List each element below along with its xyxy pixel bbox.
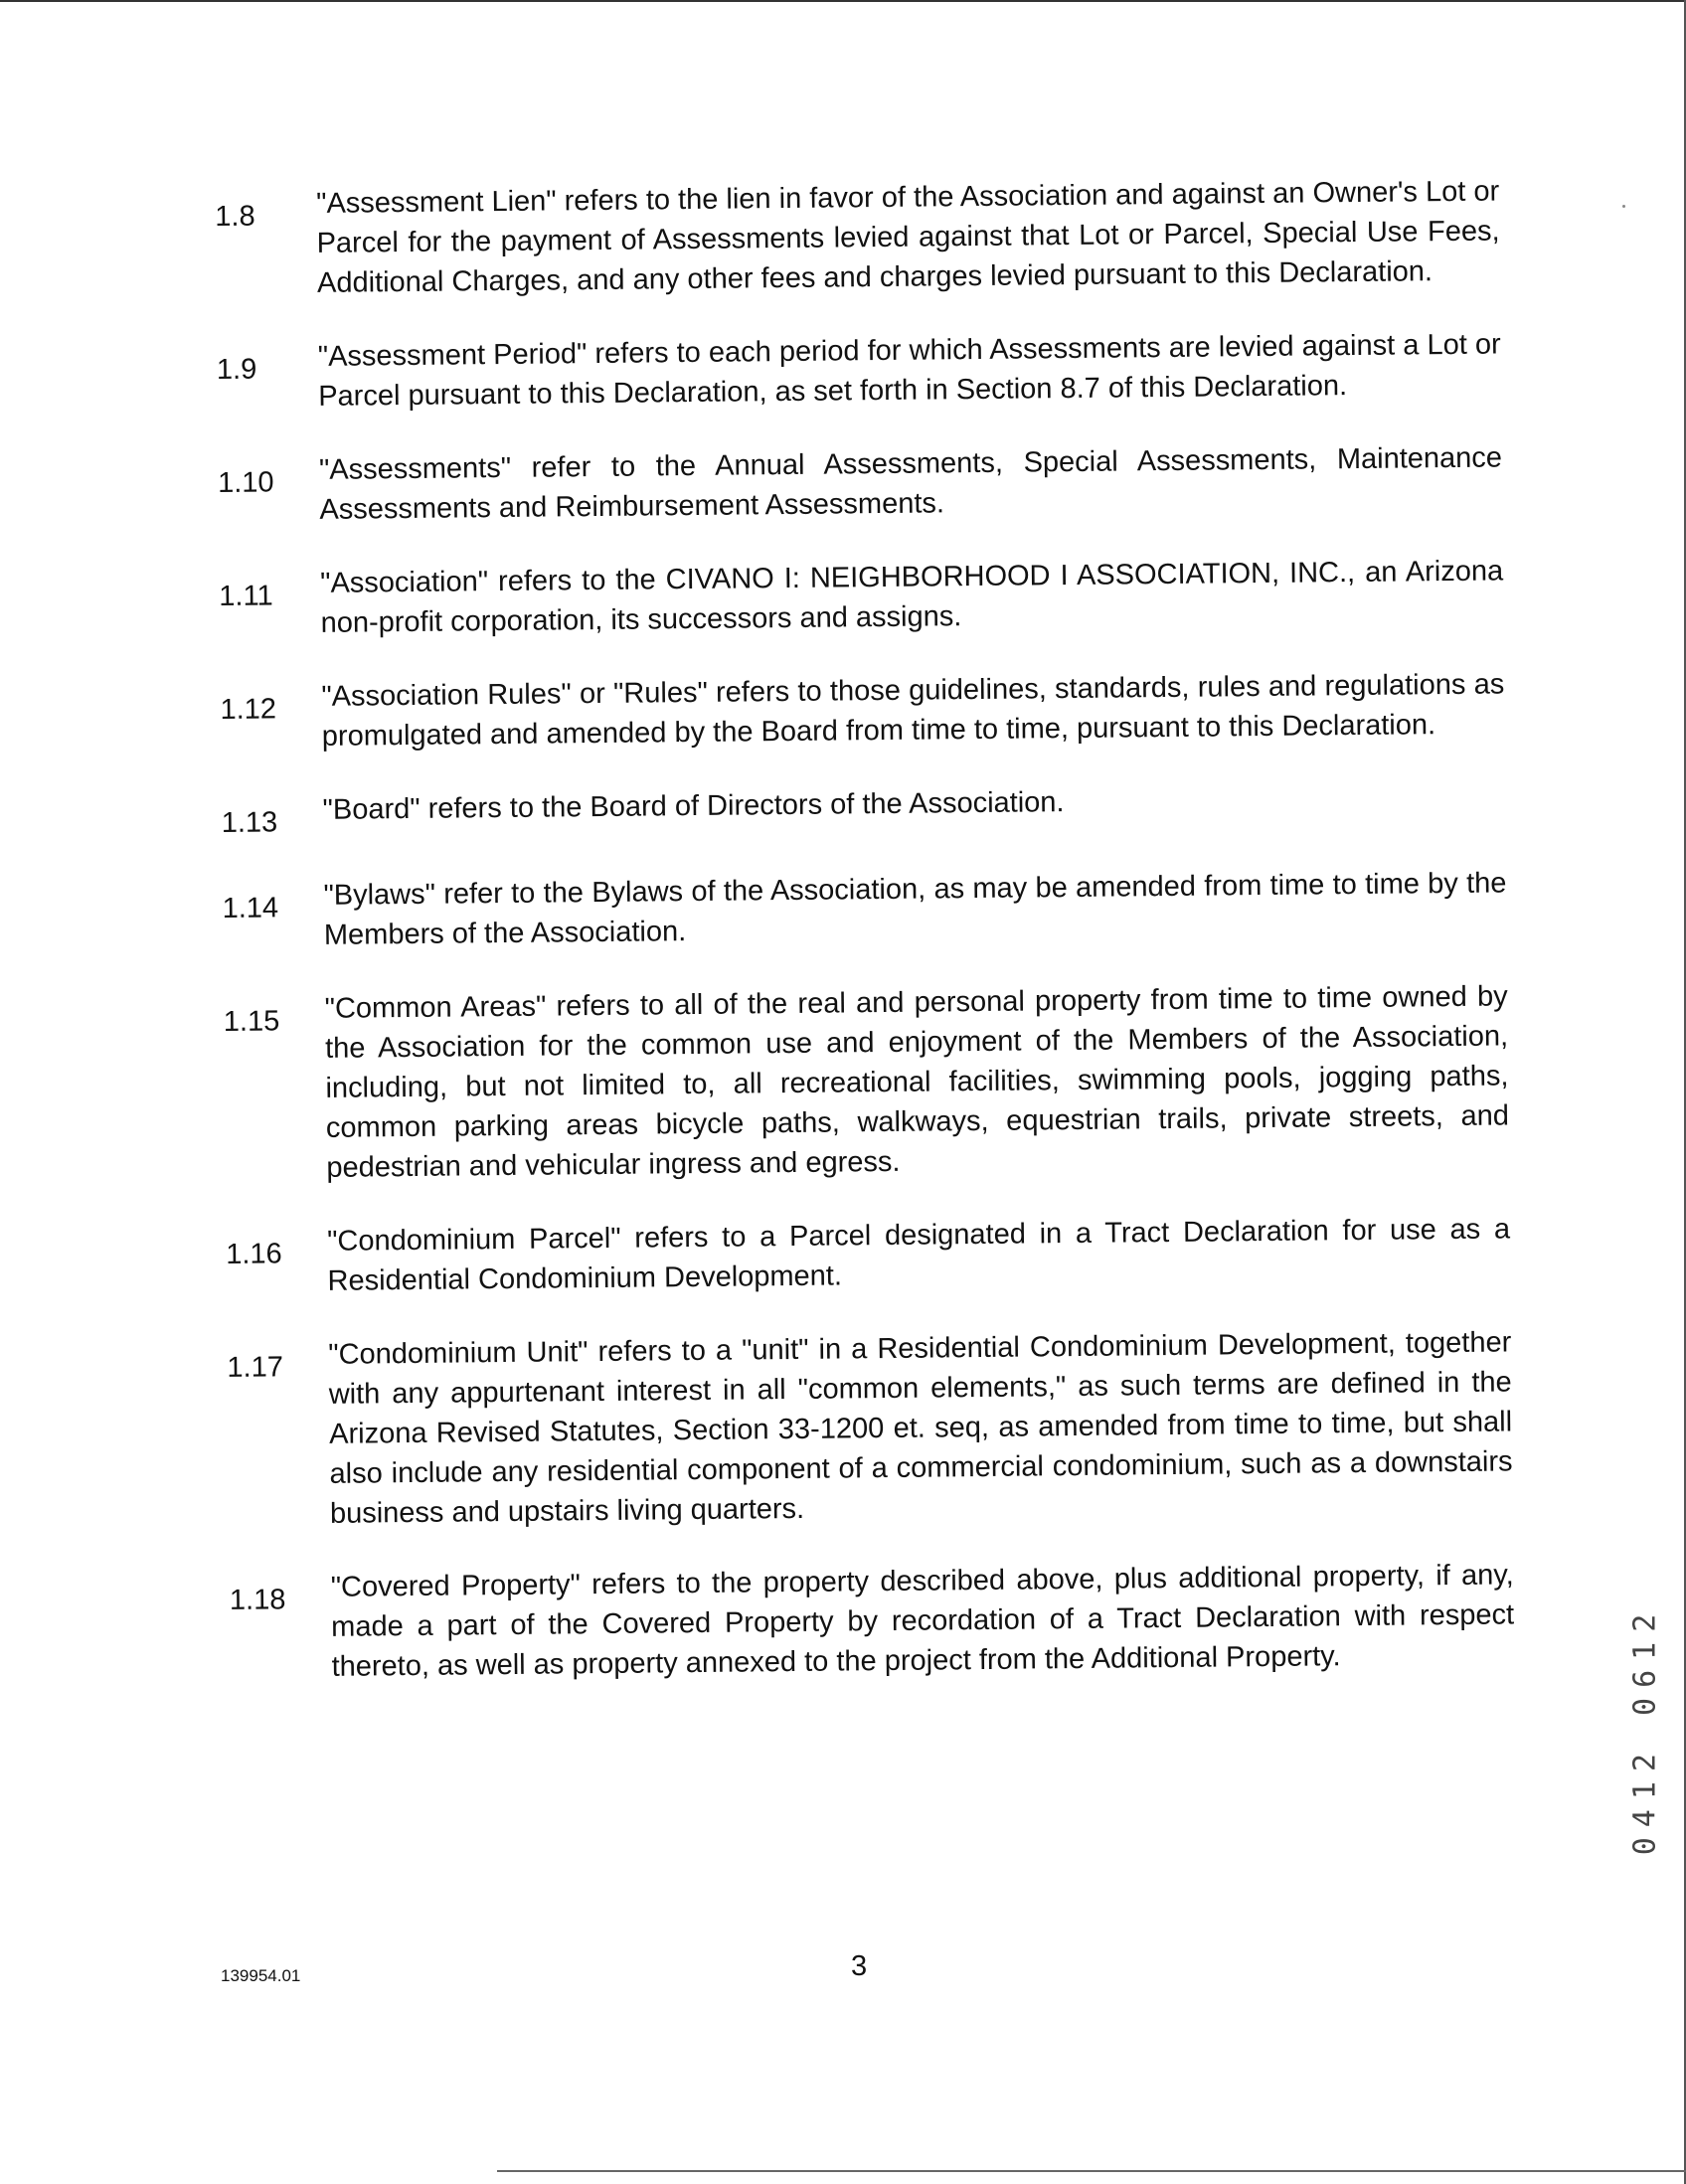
- definition-number: 1.9: [216, 353, 257, 386]
- definition-1-11: [219, 551, 1512, 644]
- definition-1-18: [230, 1555, 1523, 1688]
- page-number: 3: [851, 1950, 868, 1982]
- definition-1-8: [215, 171, 1508, 304]
- definitions-list: [215, 171, 1523, 1722]
- definition-text: "Board" refers to the Board of Directors of the Association.: [322, 786, 1065, 826]
- page-border-top: [0, 0, 1686, 2]
- definition-text: "Condominium Parcel" refers to a Parcel designated in a Tract Declaration for use as a Residential Condominium Development.: [326, 1213, 1511, 1297]
- document-code: 139954.01: [221, 1966, 301, 1985]
- definition-text: "Condominium Unit" refers to a "unit" in a Residential Condominium Development, together with any appurtenant interest in all "common elements," as such terms are defined in the Arizona Revised Statutes, Section 33-1200 et. seq, as amended from time to time, but shall also include any residential component of a commercial condominium, such as a downstairs business and upstairs living quarters.: [328, 1326, 1513, 1530]
- definition-1-16: [226, 1209, 1519, 1302]
- definition-text: "Bylaws" refer to the Bylaws of the Association, as may be amended from time to time by the Members of the Association.: [323, 867, 1507, 951]
- definition-text: "Association" refers to the CIVANO I: NEIGHBORHOOD I ASSOCIATION, INC., an Arizona non-profit corporation, its successors and assigns.: [320, 555, 1504, 639]
- definition-1-15: [223, 976, 1517, 1189]
- definition-text: "Association Rules" or "Rules" refers to those guidelines, standards, rules and regulations as promulgated and amended by the Board from time to time, pursuant to this Declaration.: [321, 668, 1505, 753]
- definition-text: "Assessments" refer to the Annual Assessments, Special Assessments, Maintenance Assessments and Reimbursement Assessments.: [318, 441, 1503, 526]
- definition-number: 1.17: [227, 1351, 284, 1384]
- margin-recording-stamp: [1627, 1571, 1663, 1889]
- definition-text: "Common Areas" refers to all of the real and personal property from time to time owned by the Association for the common use and enjoyment of the Members of the Association, including, but not limited to, all recreational facilities, swimming pools, jogging paths, common parking areas bicycle paths, walkways, equestrian trails, private streets, and pedestrian and vehicular ingress and egress.: [324, 980, 1510, 1184]
- definition-number: 1.18: [229, 1584, 286, 1616]
- definition-1-14: [222, 863, 1515, 956]
- definition-1-9: [217, 324, 1510, 418]
- scan-speck: [1622, 205, 1625, 208]
- definition-1-10: [218, 437, 1511, 531]
- definition-1-13: [221, 777, 1513, 843]
- definition-text: "Assessment Period" refers to each period for which Assessments are levied against a Lot or Parcel pursuant to this Declaration, as set forth in Section 8.7 of this Declaration.: [317, 328, 1501, 413]
- definition-number: 1.16: [226, 1238, 282, 1270]
- definition-text: "Assessment Lien" refers to the lien in favor of the Association and against an Owner's Lot or Parcel for the payment of Assessments levied against that Lot or Parcel, Special Use Fees, Additional Charges, and any other fees and charges levied pursuant to this Declaration.: [316, 175, 1500, 299]
- margin-recording-stamp-text: 0412 0612: [1627, 1603, 1663, 1856]
- page-border-bottom: [497, 2170, 1686, 2172]
- definition-number: 1.14: [222, 892, 279, 924]
- definition-text: "Covered Property" refers to the property described above, plus additional property, if any, made a part of the Covered Property by recordation of a Tract Declaration with respect thereto, as well as property annexed to the project from the Additional Property.: [330, 1559, 1515, 1683]
- definition-number: 1.15: [223, 1005, 280, 1038]
- definition-1-17: [227, 1322, 1521, 1535]
- definition-number: 1.8: [215, 200, 255, 233]
- definition-number: 1.11: [219, 580, 273, 612]
- definition-number: 1.12: [220, 693, 277, 726]
- definition-number: 1.10: [217, 466, 274, 499]
- definition-number: 1.13: [221, 806, 278, 839]
- definition-1-12: [220, 664, 1513, 757]
